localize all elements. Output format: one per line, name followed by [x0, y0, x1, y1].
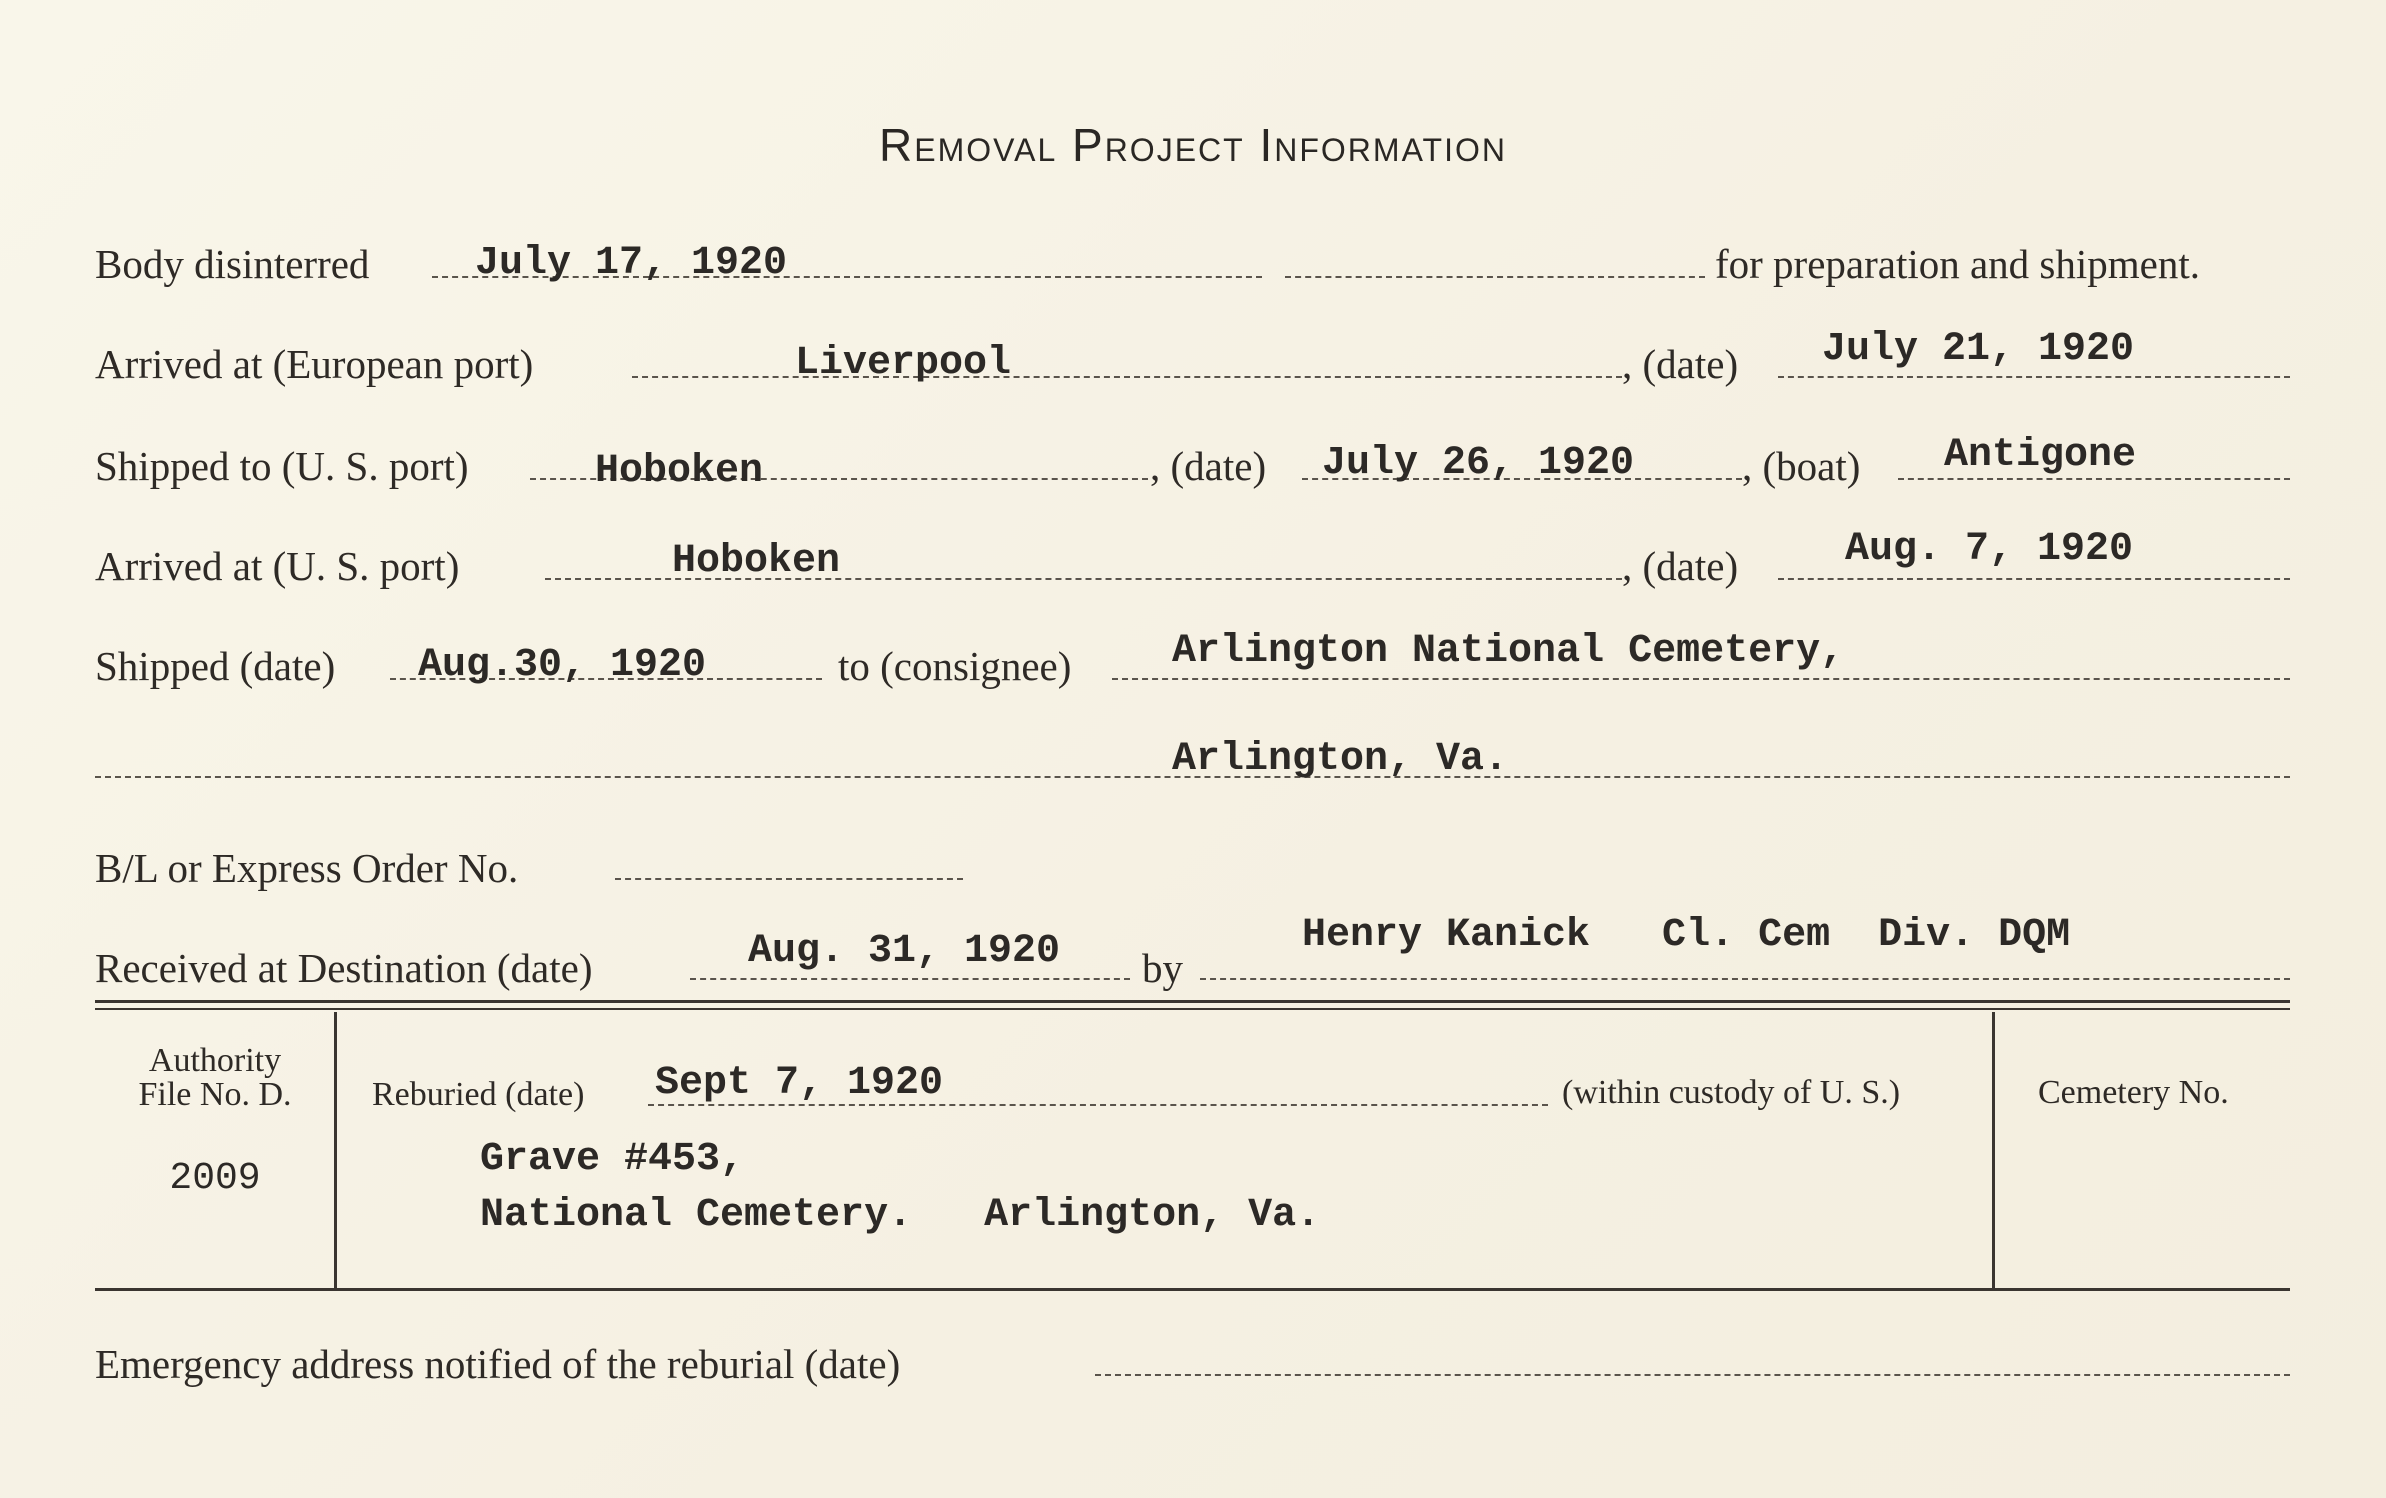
double-rule-top [95, 1000, 2290, 1003]
grave-line-1: Grave #453, [480, 1137, 745, 1182]
box-divider-right [1992, 1012, 1995, 1288]
disinterred-suffix: for preparation and shipment. [1715, 241, 2201, 287]
reburied-label: Reburied (date) [372, 1076, 585, 1113]
arrived-us-date-label: , (date) [1622, 543, 1739, 589]
emergency-label: Emergency address notified of the reburial (date) [95, 1341, 901, 1387]
arrived-us-port: Hoboken [672, 539, 841, 584]
consignee-line-1: Arlington National Cemetery, [1172, 629, 1845, 674]
shipped-us-boat: Antigone [1944, 433, 2137, 478]
shipped-us-date: July 26, 1920 [1322, 441, 1635, 486]
arrived-european-date-label: , (date) [1622, 341, 1739, 387]
disinterred-date: July 17, 1920 [475, 241, 788, 286]
cemetery-no-label: Cemetery No. [2038, 1074, 2229, 1111]
received-date-line [690, 978, 1130, 980]
custody-label: (within custody of U. S.) [1562, 1074, 1901, 1111]
arrived-european-line [632, 376, 1622, 378]
arrived-european-date-line [1778, 376, 2290, 378]
received-by: Henry Kanick Cl. Cem Div. DQM [1302, 913, 2071, 958]
consignee-label: to (consignee) [838, 643, 1072, 689]
arrived-us-date: Aug. 7, 1920 [1845, 527, 2134, 572]
double-rule-bottom [95, 1008, 2290, 1010]
authority-label-2: File No. D. [138, 1076, 292, 1113]
authority-label-1: Authority [148, 1042, 282, 1079]
consignee-line-2: Arlington, Va. [1172, 737, 1509, 782]
shipped-us-label: Shipped to (U. S. port) [95, 443, 469, 489]
consignee-line [1112, 678, 2290, 680]
received-label: Received at Destination (date) [95, 945, 593, 991]
reburied-date: Sept 7, 1920 [655, 1061, 944, 1106]
received-by-line [1200, 978, 2290, 980]
box-divider-left [334, 1012, 337, 1288]
emergency-line [1095, 1374, 2290, 1376]
shipped-us-port: Hoboken [595, 449, 764, 494]
arrived-us-date-line [1778, 578, 2290, 580]
shipped-us-boat-line [1898, 478, 2290, 480]
disinterred-line-2 [1285, 276, 1705, 278]
shipped-label: Shipped (date) [95, 643, 336, 689]
bl-order-label: B/L or Express Order No. [95, 845, 519, 891]
card-title: Removal Project Information [879, 119, 1507, 171]
shipped-us-boat-label: , (boat) [1742, 443, 1861, 489]
arrived-us-label: Arrived at (U. S. port) [95, 543, 460, 589]
arrived-european-port: Liverpool [795, 341, 1012, 386]
received-by-label: by [1142, 945, 1183, 991]
arrived-european-date: July 21, 1920 [1822, 327, 2135, 372]
shipped-date: Aug.30, 1920 [418, 643, 707, 688]
bl-order-line [615, 878, 963, 880]
received-date: Aug. 31, 1920 [748, 929, 1061, 974]
disinterred-label: Body disinterred [95, 241, 370, 287]
box-bottom-rule [95, 1288, 2290, 1291]
grave-line-2: National Cemetery. Arlington, Va. [480, 1193, 1321, 1238]
arrived-european-label: Arrived at (European port) [95, 341, 534, 387]
shipped-us-date-label: , (date) [1150, 443, 1267, 489]
authority-file-number: 2009 [169, 1157, 261, 1200]
